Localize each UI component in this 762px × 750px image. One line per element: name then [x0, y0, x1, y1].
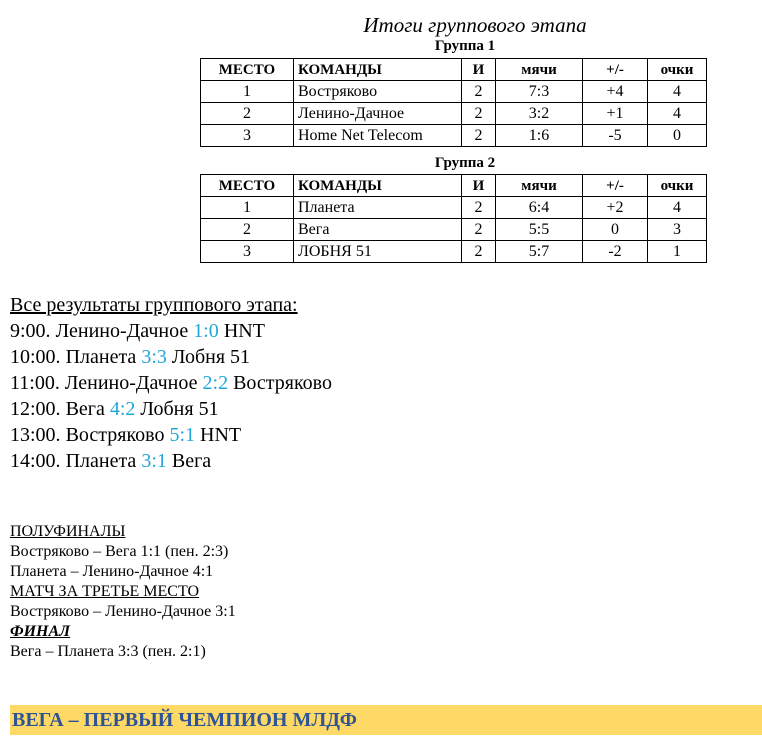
match-away: Вега	[171, 450, 212, 472]
match-line	[10, 370, 332, 396]
match-home: Ленино-Дачное	[55, 320, 189, 342]
cell-goals: 3:2	[496, 103, 583, 125]
match-line	[10, 318, 332, 344]
cell-points: 4	[648, 103, 707, 125]
cell-diff: +4	[583, 81, 648, 103]
match-time: 11:00.	[10, 372, 60, 394]
final-match: Вега – Планета 3:3 (пен. 2:1)	[10, 643, 206, 660]
match-time: 13:00.	[10, 424, 61, 446]
cell-diff: +1	[583, 103, 648, 125]
cell-goals: 5:5	[496, 219, 583, 241]
group-2-title: Группа 2	[434, 155, 496, 171]
page-title: Итоги группового этапа	[363, 13, 587, 37]
match-line	[10, 448, 332, 474]
match-away: Лобня 51	[171, 346, 251, 368]
cell-place: 3	[201, 125, 294, 147]
header-points: очки	[648, 175, 707, 197]
third-place-heading: МАТЧ ЗА ТРЕТЬЕ МЕСТО	[10, 583, 200, 600]
cell-place: 2	[201, 103, 294, 125]
match-time: 14:00.	[10, 450, 61, 472]
match-away: HNT	[223, 320, 265, 342]
final-heading: ФИНАЛ	[10, 623, 71, 640]
header-place: МЕСТО	[201, 175, 294, 197]
table-row	[201, 197, 707, 219]
table-row	[201, 103, 707, 125]
cell-diff: -5	[583, 125, 648, 147]
group-1-table	[200, 58, 707, 147]
cell-place: 1	[201, 81, 294, 103]
third-place-match: Востряково – Ленино-Дачное 3:1	[10, 603, 236, 620]
cell-place: 1	[201, 197, 294, 219]
cell-team: Планета	[294, 197, 462, 219]
results-heading: Все результаты группового этапа:	[10, 294, 298, 316]
match-line	[10, 422, 332, 448]
cell-team: Home Net Telecom	[294, 125, 462, 147]
match-line	[10, 396, 332, 422]
table-row	[201, 241, 707, 263]
cell-points: 3	[648, 219, 707, 241]
header-place: МЕСТО	[201, 59, 294, 81]
cell-goals: 5:7	[496, 241, 583, 263]
header-goals: мячи	[496, 59, 583, 81]
cell-team: Вега	[294, 219, 462, 241]
cell-goals: 1:6	[496, 125, 583, 147]
cell-games: 2	[462, 241, 496, 263]
cell-diff: -2	[583, 241, 648, 263]
semi-final-2: Планета – Ленино-Дачное 4:1	[10, 563, 214, 580]
match-home: Востряково	[65, 424, 165, 446]
cell-diff: 0	[583, 219, 648, 241]
cell-games: 2	[462, 103, 496, 125]
cell-games: 2	[462, 197, 496, 219]
match-score: 1:0	[193, 320, 219, 342]
cell-games: 2	[462, 219, 496, 241]
match-home: Планета	[65, 346, 137, 368]
cell-points: 4	[648, 81, 707, 103]
cell-points: 1	[648, 241, 707, 263]
match-line	[10, 344, 332, 370]
cell-diff: +2	[583, 197, 648, 219]
cell-team: Ленино-Дачное	[294, 103, 462, 125]
table-header-row	[201, 175, 707, 197]
match-score: 3:3	[141, 346, 167, 368]
cell-place: 3	[201, 241, 294, 263]
match-score: 3:1	[141, 450, 167, 472]
cell-points: 0	[648, 125, 707, 147]
table-row	[201, 125, 707, 147]
results-section	[10, 292, 332, 474]
match-score: 2:2	[202, 372, 229, 394]
header-diff: +/-	[583, 59, 648, 81]
match-time: 12:00.	[10, 398, 61, 420]
header-points: очки	[648, 59, 707, 81]
champion-banner: ВЕГА – ПЕРВЫЙ ЧЕМПИОН МЛДФ	[10, 705, 762, 735]
cell-team: ЛОБНЯ 51	[294, 241, 462, 263]
playoffs-section	[10, 522, 236, 662]
match-away: Лобня 51	[140, 398, 219, 420]
match-home: Планета	[65, 450, 137, 472]
cell-goals: 7:3	[496, 81, 583, 103]
header-team: КОМАНДЫ	[294, 59, 462, 81]
cell-goals: 6:4	[496, 197, 583, 219]
match-home: Ленино-Дачное	[64, 372, 203, 394]
header-goals: мячи	[496, 175, 583, 197]
cell-place: 2	[201, 219, 294, 241]
header-games: И	[462, 175, 496, 197]
match-time: 9:00.	[10, 320, 51, 342]
match-away: Востряково	[233, 372, 332, 394]
group-2-table	[200, 174, 707, 263]
cell-points: 4	[648, 197, 707, 219]
match-home: Вега	[65, 398, 105, 420]
cell-team: Востряково	[294, 81, 462, 103]
match-score: 4:2	[109, 398, 136, 420]
match-score: 5:1	[169, 424, 196, 446]
match-away: HNT	[200, 424, 242, 446]
table-row	[201, 81, 707, 103]
header-games: И	[462, 59, 496, 81]
group-1-title: Группа 1	[434, 38, 496, 54]
semi-final-1: Востряково – Вега 1:1 (пен. 2:3)	[10, 543, 229, 560]
cell-games: 2	[462, 81, 496, 103]
table-row	[201, 219, 707, 241]
header-team: КОМАНДЫ	[294, 175, 462, 197]
header-diff: +/-	[583, 175, 648, 197]
semis-heading: ПОЛУФИНАЛЫ	[10, 523, 126, 540]
table-header-row	[201, 59, 707, 81]
match-time: 10:00.	[10, 346, 61, 368]
cell-games: 2	[462, 125, 496, 147]
